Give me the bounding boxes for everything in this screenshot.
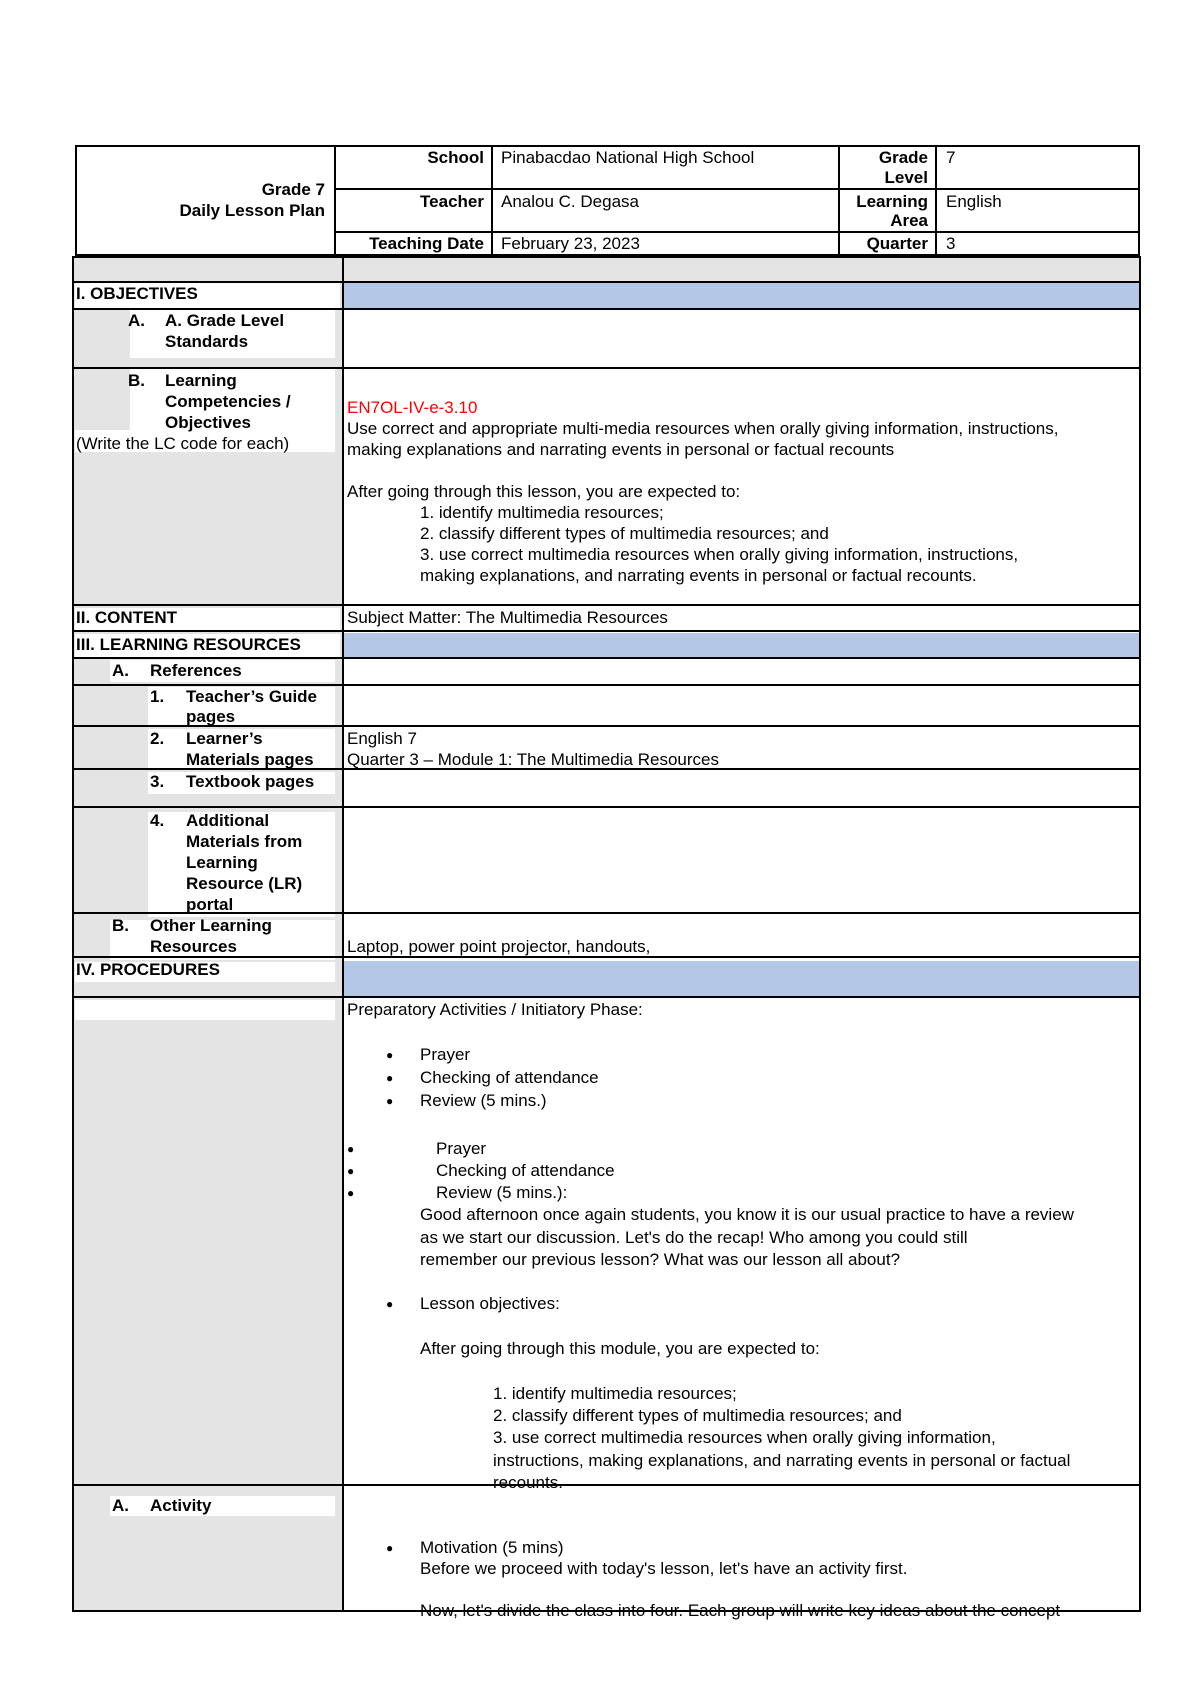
references-letter: A. xyxy=(112,661,129,680)
bullet-icon: ● xyxy=(386,1071,394,1085)
preparatory-title: Preparatory Activities / Initiatory Phase: xyxy=(347,1000,643,1019)
content-heading: II. CONTENT xyxy=(76,608,178,627)
teaching-date-label: Teaching Date xyxy=(369,234,484,253)
divide-class-text: Now, let's divide the class into four. Each group will write key ideas about the concept xyxy=(420,1601,1061,1620)
school-value: Pinabacdao National High School xyxy=(501,148,755,167)
lesson-plan-title: Daily Lesson Plan xyxy=(179,201,325,220)
objectives-heading: I. OBJECTIVES xyxy=(76,284,198,303)
bullet-icon: ● xyxy=(386,1541,394,1555)
other-resources-label-1: Other Learning xyxy=(150,916,272,935)
teacher-value: Analou C. Degasa xyxy=(501,192,639,211)
competencies-note: (Write the LC code for each) xyxy=(76,434,290,453)
bullet-icon: ● xyxy=(386,1094,394,1108)
additional-materials-label-4: Resource (LR) xyxy=(186,874,303,893)
additional-materials-label-2: Materials from xyxy=(186,832,303,851)
teachers-guide-num: 1. xyxy=(150,687,165,706)
competencies-label-1: Learning xyxy=(165,371,237,390)
learners-materials-label-2: Materials pages xyxy=(186,750,314,769)
list1-item-attendance: Checking of attendance xyxy=(420,1068,599,1087)
other-resources-value: Laptop, power point projector, handouts, xyxy=(347,937,651,956)
bullet-icon: ● xyxy=(347,1142,355,1156)
list2-item-prayer: Prayer xyxy=(436,1139,487,1158)
quarter-value: 3 xyxy=(946,234,956,253)
bullet-icon: ● xyxy=(347,1164,355,1178)
objective-item-3b: making explanations, and narrating events in personal or factual recounts. xyxy=(420,566,977,585)
list2-item-attendance: Checking of attendance xyxy=(436,1161,615,1180)
bullet-icon: ● xyxy=(386,1048,394,1062)
competencies-letter: B. xyxy=(128,371,145,390)
grade-level-value: 7 xyxy=(946,148,956,167)
review-text-1: Good afternoon once again students, you know it is our usual practice to have a review xyxy=(420,1205,1074,1224)
module-item-3b: instructions, making explanations, and narrating events in personal or factual xyxy=(493,1451,1071,1470)
learners-materials-value-2: Quarter 3 – Module 1: The Multimedia Resources xyxy=(347,750,719,769)
standards-label-2: Standards xyxy=(165,332,249,351)
learning-area-label-2: Area xyxy=(890,211,928,230)
teachers-guide-label-1: Teacher’s Guide xyxy=(186,687,318,706)
quarter-label: Quarter xyxy=(866,234,928,253)
teachers-guide-label-2: pages xyxy=(186,707,236,726)
activity-letter: A. xyxy=(112,1496,129,1515)
learners-materials-value-1: English 7 xyxy=(347,729,417,748)
grade-level-label-2: Level xyxy=(884,168,928,187)
learning-area-value: English xyxy=(946,192,1002,211)
lc-description-2: making explanations and narrating events in personal or factual recounts xyxy=(347,440,895,459)
lc-code: EN7OL-IV-e-3.10 xyxy=(347,398,478,417)
list2-item-review: Review (5 mins.): xyxy=(436,1183,568,1202)
objective-item-3a: 3. use correct multimedia resources when orally giving information, instructions, xyxy=(420,545,1019,564)
school-label: School xyxy=(427,148,484,167)
textbook-num: 3. xyxy=(150,772,165,791)
activity-label: Activity xyxy=(150,1496,212,1515)
module-intro: After going through this module, you are expected to: xyxy=(420,1339,820,1358)
additional-materials-num: 4. xyxy=(150,811,165,830)
bullet-icon: ● xyxy=(386,1297,394,1311)
procedures-heading: IV. PROCEDURES xyxy=(76,960,220,979)
lc-description-1: Use correct and appropriate multi-media resources when orally giving information, instructions, xyxy=(347,419,1059,438)
learners-materials-num: 2. xyxy=(150,729,165,748)
additional-materials-label-3: Learning xyxy=(186,853,258,872)
objectives-intro: After going through this lesson, you are expected to: xyxy=(347,482,741,501)
list1-item-review: Review (5 mins.) xyxy=(420,1091,547,1110)
learning-area-label-1: Learning xyxy=(856,192,928,211)
standards-letter: A. xyxy=(128,311,145,330)
standards-label-1: A. Grade Level xyxy=(165,311,285,330)
objective-item-2: 2. classify different types of multimedia resources; and xyxy=(420,524,829,543)
references-label: References xyxy=(150,661,242,680)
additional-materials-label-1: Additional xyxy=(186,811,270,830)
objective-item-1: 1. identify multimedia resources; xyxy=(420,503,664,522)
textbook-label: Textbook pages xyxy=(186,772,315,791)
module-item-1: 1. identify multimedia resources; xyxy=(493,1384,737,1403)
module-item-3c: recounts. xyxy=(493,1473,563,1492)
learners-materials-label-1: Learner’s xyxy=(186,729,263,748)
module-item-2: 2. classify different types of multimedia resources; and xyxy=(493,1406,902,1425)
competencies-label-2: Competencies / xyxy=(165,392,291,411)
other-resources-letter: B. xyxy=(112,916,129,935)
resources-heading: III. LEARNING RESOURCES xyxy=(76,635,301,654)
subject-matter: Subject Matter: The Multimedia Resources xyxy=(347,608,668,627)
review-text-3: remember our previous lesson? What was our lesson all about? xyxy=(420,1250,901,1269)
list1-item-prayer: Prayer xyxy=(420,1045,471,1064)
teaching-date-value: February 23, 2023 xyxy=(501,234,640,253)
other-resources-label-2: Resources xyxy=(150,937,237,956)
lesson-objectives-label: Lesson objectives: xyxy=(420,1294,560,1313)
lesson-plan-title-grade: Grade 7 xyxy=(261,180,325,199)
module-item-3a: 3. use correct multimedia resources when orally giving information, xyxy=(493,1428,996,1447)
additional-materials-label-5: portal xyxy=(186,895,234,914)
competencies-label-3: Objectives xyxy=(165,413,251,432)
review-text-2: as we start our discussion. Let's do the recap! Who among you could still xyxy=(420,1228,968,1247)
bullet-icon: ● xyxy=(347,1186,355,1200)
grade-level-label-1: Grade xyxy=(878,148,928,167)
motivation-text: Before we proceed with today's lesson, let's have an activity first. xyxy=(420,1559,908,1578)
motivation-label: Motivation (5 mins) xyxy=(420,1538,564,1557)
teacher-label: Teacher xyxy=(420,192,484,211)
